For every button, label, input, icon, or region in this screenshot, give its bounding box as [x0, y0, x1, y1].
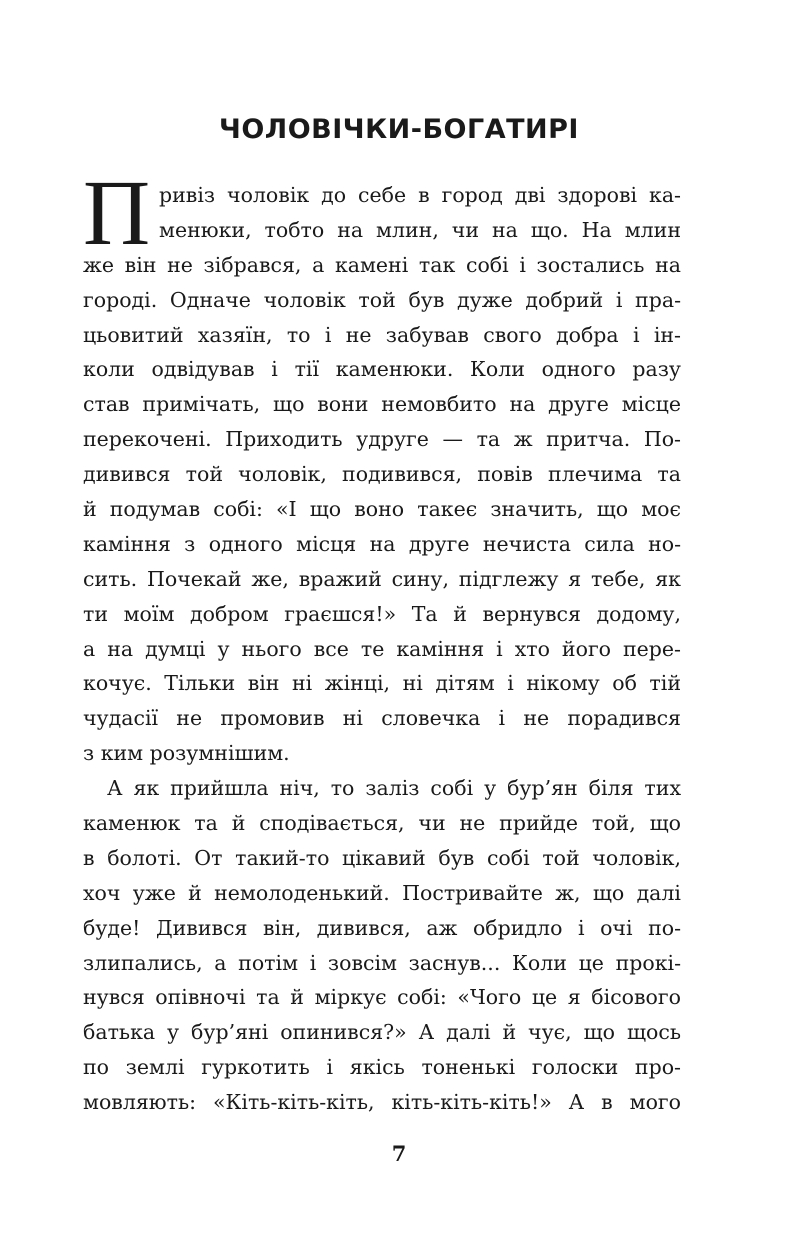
text-line: а на думці у нього все те каміння і хто його пере-	[83, 636, 681, 661]
text-line: по землі гуркотить і якісь тоненькі голоски про-	[83, 1055, 681, 1080]
text-line: цьовитий хазяїн, то і не забував свого добра і ін-	[83, 322, 681, 347]
text-line: буде! Дивився він, дивився, аж обридло і очі по-	[83, 915, 681, 940]
page-number: 7	[391, 1141, 407, 1166]
text-line: сить. Почекай же, вражий сину, підглежу я тебе, як	[83, 566, 681, 591]
text-line: городі. Одначе чоловік той був дуже добрий і пра-	[83, 287, 681, 312]
text-line: чудасії не промовив ні словечка і не порадився	[83, 706, 681, 731]
text-line: злипались, а потім і зовсім заснув... Коли це прокі-	[83, 950, 681, 975]
text-line: ривіз чоловік до себе в город дві здорові ка-	[159, 183, 681, 207]
text-line: ти моїм добром граєшся!» Та й вернувся додому,	[83, 601, 681, 626]
text-line: дивився той чоловік, подивився, повів плечима та	[83, 462, 681, 487]
text-line: кочує. Тільки він ні жінці, ні дітям і нікому об тій	[83, 671, 681, 696]
text-line: з ким розумнішим.	[83, 741, 290, 766]
text-line: батька у бур’яні опинився?» А далі й чує, що щось	[83, 1020, 681, 1045]
chapter-title: ЧОЛОВІЧКИ-БОГАТИРІ	[219, 114, 579, 145]
text-line: каменюк та й сподівається, чи не прийде той, що	[83, 811, 681, 836]
text-line: нувся опівночі та й міркує собі: «Чого це я бісового	[83, 985, 681, 1010]
text-line: в болоті. От такий-то цікавий був собі той чоловік,	[83, 845, 681, 870]
text-line: став примічать, що вони немовбито на друге місце	[83, 392, 681, 417]
text-line: мовляють: «Кіть-кіть-кіть, кіть-кіть-кіть!» А в мого	[83, 1090, 681, 1115]
text-line: менюки, тобто на млин, чи на що. На млин	[159, 217, 681, 242]
text-line: хоч уже й немолоденький. Постривайте ж, що далі	[83, 880, 681, 905]
chapter-body	[83, 162, 681, 1120]
text-line: же він не зібрався, а камені так собі і зостались на	[83, 252, 681, 277]
drop-cap: П	[83, 162, 151, 265]
text-line: А як прийшла ніч, то заліз собі у бур’ян біля тих	[107, 776, 681, 801]
text-line: каміння з одного місця на друге нечиста сила но-	[83, 531, 681, 556]
text-line: перекочені. Приходить удруге — та ж притча. По-	[83, 427, 681, 452]
text-line: й подумав собі: «І що воно такеє значить, що моє	[83, 497, 681, 522]
text-line: коли одвідував і тії каменюки. Коли одного разу	[83, 357, 681, 382]
